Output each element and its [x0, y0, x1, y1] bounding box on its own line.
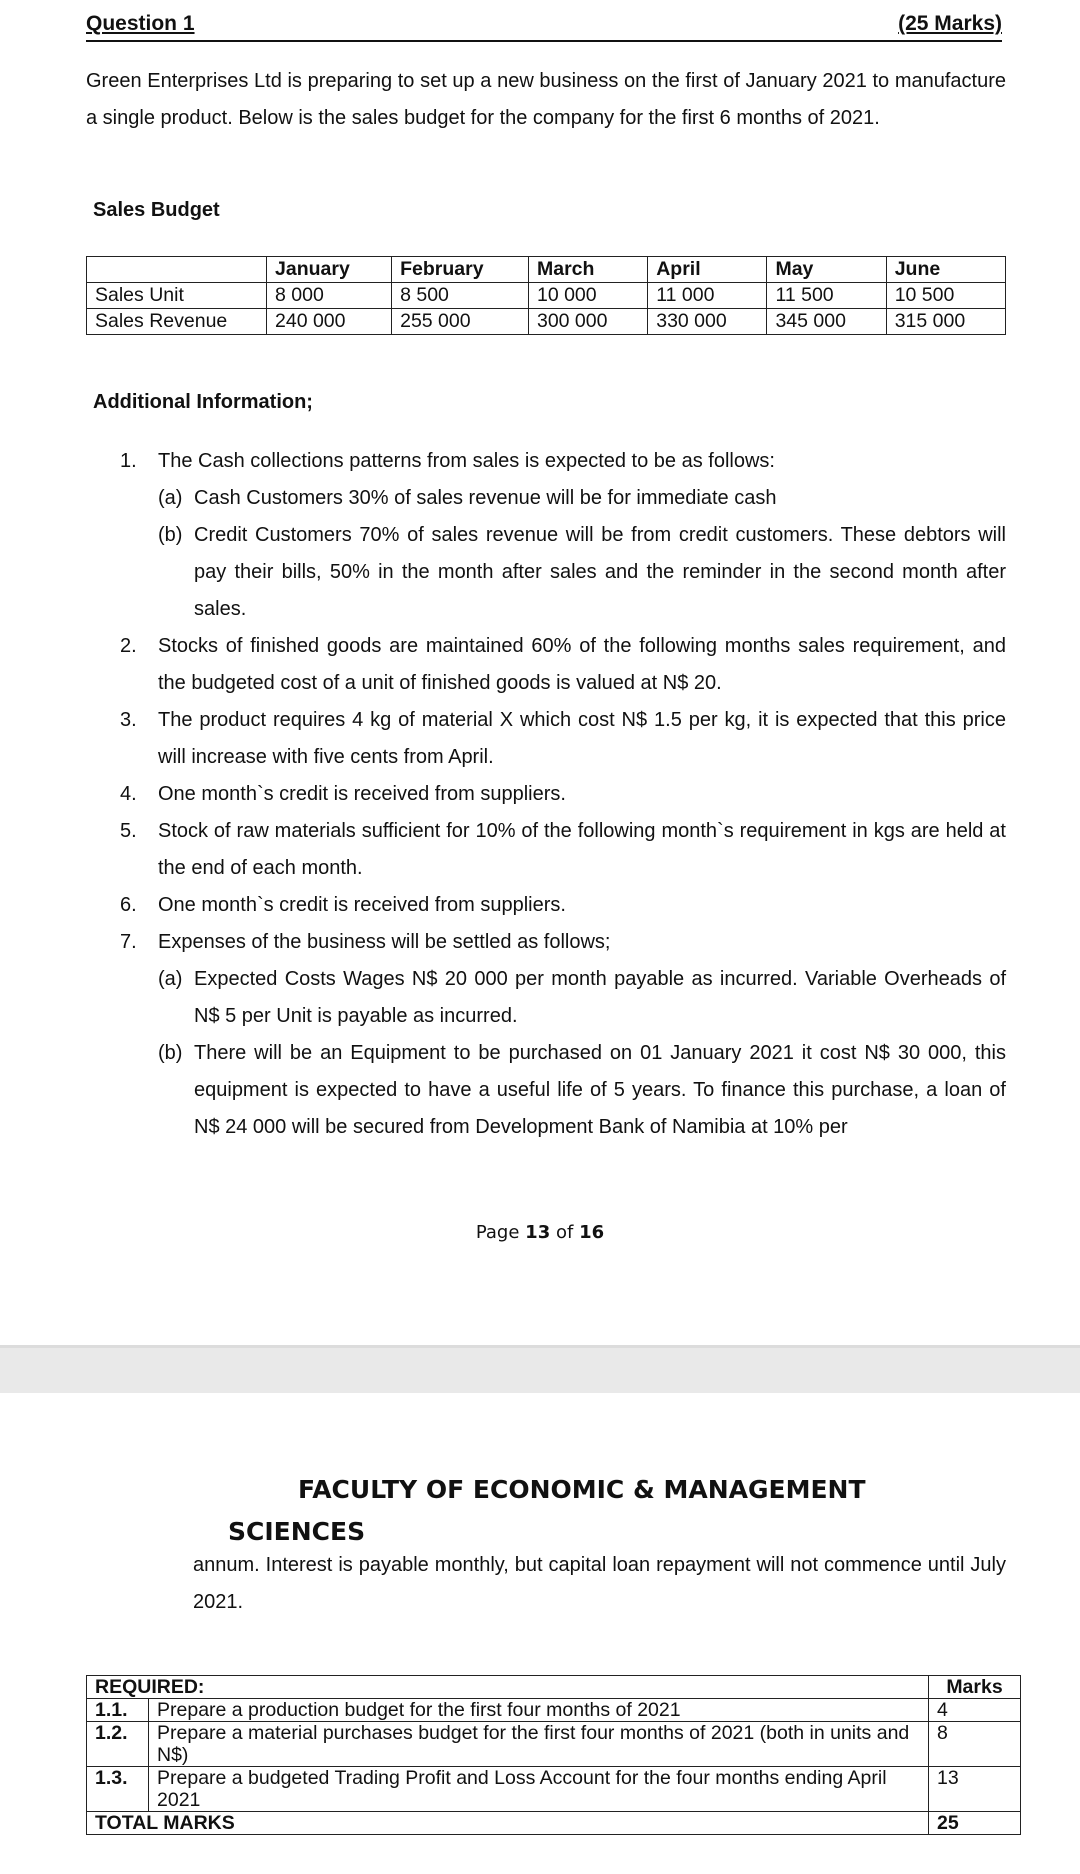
question-marks: (25 Marks) — [898, 12, 1002, 35]
page-14 — [0, 1393, 1080, 1874]
required-header-row — [87, 1676, 1021, 1699]
table-cell: 11 500 — [767, 283, 886, 309]
table-row — [87, 1699, 1021, 1722]
question-marks: 4 — [929, 1699, 1021, 1722]
item-text: The product requires 4 kg of material X which cost N$ 1.5 per kg, it is expected that this price will increase with five cents from April. — [158, 709, 1006, 768]
item-text: Stocks of finished goods are maintained 60% of the following months sales requirement, and the budgeted cost of a unit of finished goods is valued at N$ 20. — [158, 635, 1006, 694]
table-cell: 11 000 — [648, 283, 767, 309]
month-header: February — [392, 257, 529, 283]
month-header: April — [648, 257, 767, 283]
item-text: Stock of raw materials sufficient for 10% of the following month`s requirement in kgs are held at the end of each month. — [158, 820, 1006, 879]
question-text: Prepare a production budget for the first four months of 2021 — [149, 1699, 929, 1722]
continuation-paragraph: annum. Interest is payable monthly, but capital loan repayment will not commence until July 2021. — [193, 1554, 1006, 1613]
sub-item: (b) There will be an Equipment to be purchased on 01 January 2021 it cost N$ 30 000, this equipment is expected to have a useful life of 5 years. To finance this purchase, a loan of N$ 24 000 will be secured from Development Bank of Namibia at 10% per — [158, 1042, 1006, 1138]
required-header: REQUIRED: — [87, 1676, 929, 1699]
table-cell: 8 000 — [267, 283, 392, 309]
marks-header: Marks — [929, 1676, 1021, 1699]
sales-budget-title: Sales Budget — [93, 199, 220, 221]
additional-info-list — [120, 443, 1006, 1146]
item-text: One month`s credit is received from suppliers. — [158, 894, 566, 916]
row-label: Sales Unit — [87, 283, 267, 309]
question-title: Question 1 — [86, 12, 195, 35]
page-number: Page 13 of 16 — [475, 1222, 605, 1243]
table-cell: 10 500 — [886, 283, 1005, 309]
table-row — [87, 1767, 1021, 1812]
month-header: January — [267, 257, 392, 283]
question-text: Prepare a material purchases budget for the first four months of 2021 (both in units and N$) — [149, 1722, 929, 1767]
question-number: 1.3. — [87, 1767, 149, 1812]
list-item: 3. The product requires 4 kg of material X which cost N$ 1.5 per kg, it is expected that this price will increase with five cents from April. — [120, 702, 1006, 776]
table-cell: 8 500 — [392, 283, 529, 309]
intro-paragraph: Green Enterprises Ltd is preparing to set up a new business on the first of January 2021 to manufacture a single product. Below is the sales budget for the company for the first 6 months of 2021. — [86, 70, 1006, 129]
question-marks: 8 — [929, 1722, 1021, 1767]
table-row — [87, 1722, 1021, 1767]
question-header — [86, 12, 1002, 42]
required-table — [86, 1675, 1021, 1835]
row-label: Sales Revenue — [87, 309, 267, 335]
item-text: One month`s credit is received from suppliers. — [158, 783, 566, 805]
additional-info-title: Additional Information; — [93, 391, 313, 413]
total-marks: 25 — [929, 1812, 1021, 1835]
list-item: 7. Expenses of the business will be settled as follows; (a) Expected Costs Wages N$ 20 000 per month payable as incurred. Variable Overheads of N$ 5 per Unit is payable as incurred. (b) There will be an Equipment to be purchased on 01 January 2021 it cost N$ 30 000, this equipment is expected to have a useful life of 5 years. To finance this purchase, a loan of N$ 24 000 will be secured from Development Bank of Namibia at 10% per — [120, 924, 1006, 1146]
question-number: 1.2. — [87, 1722, 149, 1767]
table-row — [87, 309, 1006, 335]
table-cell: 330 000 — [648, 309, 767, 335]
sub-item: (b) Credit Customers 70% of sales revenue will be from credit customers. These debtors will pay their bills, 50% in the month after sales and the reminder in the second month after sales. — [158, 524, 1006, 620]
table-row — [87, 283, 1006, 309]
month-header: May — [767, 257, 886, 283]
total-row — [87, 1812, 1021, 1835]
sub-item: (a) Cash Customers 30% of sales revenue will be for immediate cash — [158, 487, 777, 509]
table-corner-cell — [87, 257, 267, 283]
list-item: 5. Stock of raw materials sufficient for 10% of the following month`s requirement in kgs are held at the end of each month. — [120, 813, 1006, 887]
table-header-row — [87, 257, 1006, 283]
list-item: 2. Stocks of finished goods are maintained 60% of the following months sales requirement, and the budgeted cost of a unit of finished goods is valued at N$ 20. — [120, 628, 1006, 702]
table-cell: 10 000 — [528, 283, 647, 309]
page-gap — [0, 1345, 1080, 1393]
table-cell: 240 000 — [267, 309, 392, 335]
list-item: 6. One month`s credit is received from suppliers. — [120, 887, 1006, 924]
table-cell: 345 000 — [767, 309, 886, 335]
table-cell: 300 000 — [528, 309, 647, 335]
total-label: TOTAL MARKS — [87, 1812, 929, 1835]
item-text: The Cash collections patterns from sales is expected to be as follows: — [158, 450, 775, 472]
sales-budget-table — [86, 256, 1006, 335]
table-cell: 315 000 — [886, 309, 1005, 335]
sub-item: (a) Expected Costs Wages N$ 20 000 per month payable as incurred. Variable Overheads of N$ 5 per Unit is payable as incurred. — [158, 968, 1006, 1027]
question-text: Prepare a budgeted Trading Profit and Loss Account for the four months ending April 2021 — [149, 1767, 929, 1812]
list-item: 4. One month`s credit is received from suppliers. — [120, 776, 1006, 813]
item-text: Expenses of the business will be settled as follows; — [158, 931, 611, 953]
list-item: 1. The Cash collections patterns from sales is expected to be as follows: (a) Cash Customers 30% of sales revenue will be for immediate cash (b) Credit Customers 70% of sales revenue will be from credit customers. These debtors will pay their bills, 50% in the month after sales and the reminder in the second month after sales. — [120, 443, 1006, 628]
month-header: March — [528, 257, 647, 283]
month-header: June — [886, 257, 1005, 283]
faculty-heading: FACULTY OF ECONOMIC & MANAGEMENT SCIENCES — [228, 1475, 866, 1546]
question-number: 1.1. — [87, 1699, 149, 1722]
table-cell: 255 000 — [392, 309, 529, 335]
question-marks: 13 — [929, 1767, 1021, 1812]
